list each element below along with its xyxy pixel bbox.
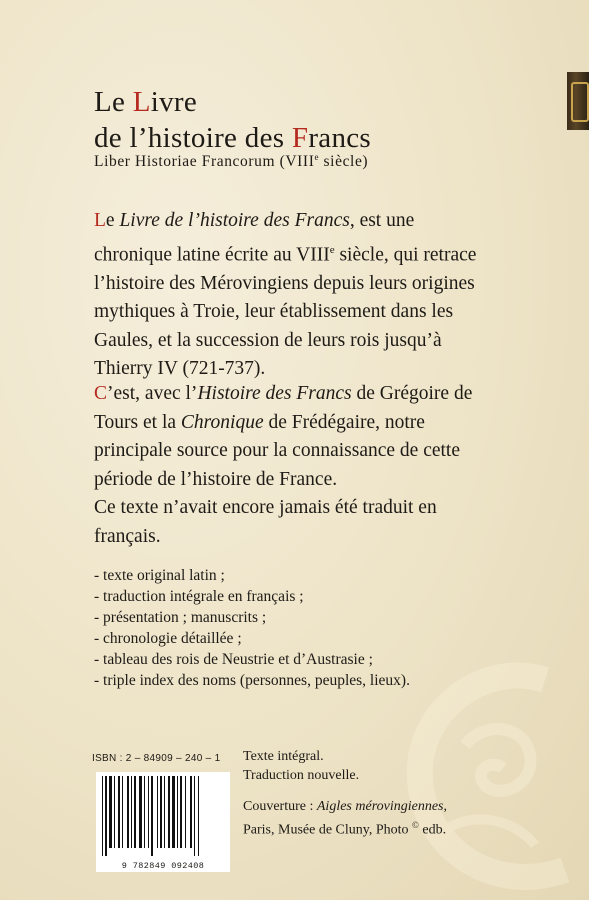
feature-item: - tableau des rois de Neustrie et d’Austrasie ; xyxy=(94,651,373,668)
barcode-number: 9 782849 092408 xyxy=(121,861,205,871)
drop-initial: L xyxy=(94,210,106,231)
cover-credit: Couverture : Aigles mérovingiennes, Paris, Musée de Cluny, Photo © edb. xyxy=(243,799,447,838)
edition-info: Texte intégral. Traduction nouvelle. xyxy=(243,749,360,783)
latin-subtitle: Liber Historiae Francorum (VIIIe siècle) xyxy=(94,152,369,171)
feature-item: - chronologie détaillée ; xyxy=(94,630,242,647)
feature-item: - texte original latin ; xyxy=(94,567,225,584)
book-title xyxy=(94,84,371,156)
feature-item: - triple index des noms (personnes, peuples, lieux). xyxy=(94,672,410,689)
description-paragraph-2: C’est, avec l’Histoire des Francs de Grégoire de Tours et la Chronique de Frédégaire, notre principale source pour la connaissance de cette période de l’histoire de France. Ce texte n’avait encore jamais été traduit en français. xyxy=(94,383,473,547)
feature-item: - traduction intégrale en français ; xyxy=(94,588,304,605)
barcode-bars xyxy=(100,776,226,856)
ornament-letter-icon xyxy=(395,650,589,900)
title-line-2: de l’histoire des Francs xyxy=(94,122,372,154)
drop-initial: C xyxy=(94,383,108,404)
feature-list xyxy=(94,565,410,691)
barcode xyxy=(96,772,230,872)
feature-item: - présentation ; manuscrits ; xyxy=(94,609,267,626)
title-line-1: Le Livre xyxy=(94,86,198,118)
cover-image-edge xyxy=(567,72,589,130)
description-paragraph-1: Le Livre de l’histoire des Francs, est une chronique latine écrite au VIIIe siècle, qui retrace l’histoire des Mérovingiens depuis leurs origines mythiques à Troie, leur établissement dans les Gaules, et la succession de leurs rois jusqu’à Thierry IV (721-737). xyxy=(94,210,477,380)
isbn-number: ISBN : 2 – 84909 – 240 – 1 xyxy=(92,753,221,764)
